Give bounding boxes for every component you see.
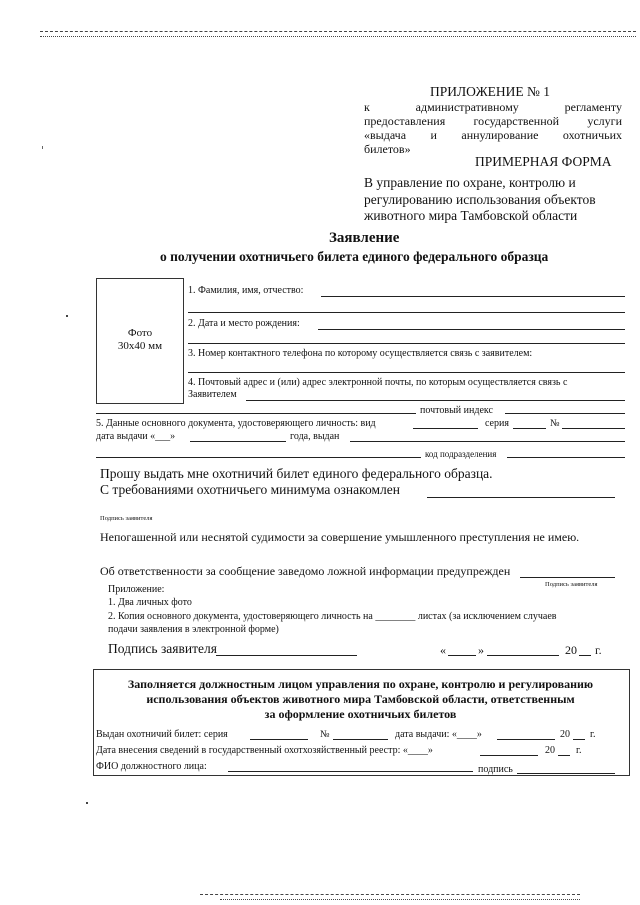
field-phone-input[interactable] <box>188 372 625 373</box>
official-registry-year-input[interactable] <box>558 755 570 756</box>
attachment-item-1: 1. Два личных фото <box>108 597 192 608</box>
division-code-label: код подразделения <box>425 449 497 459</box>
field-birth-input-2[interactable] <box>188 343 625 344</box>
scan-speck <box>86 802 88 804</box>
field-year-issued-label: года, выдан <box>290 431 340 442</box>
sign-date-open: « <box>440 643 446 657</box>
photo-size: 30х40 мм <box>117 340 163 352</box>
official-year-input[interactable] <box>573 739 585 740</box>
field-phone-label: 3. Номер контактного телефона по которому осуществляется связь с заявителем: <box>188 348 533 359</box>
scan-speck <box>66 315 68 317</box>
photo-box <box>96 278 184 404</box>
signature-caption-1: Подпись заявителя <box>100 515 153 522</box>
appendix-ref-line3: «выдача и аннулирование охотничьих <box>364 128 622 142</box>
request-statement: Прошу выдать мне охотничий билет единого федерального образца. <box>100 466 493 481</box>
field-id-doc-type-input[interactable] <box>413 428 478 429</box>
official-issue-month-input[interactable] <box>497 739 555 740</box>
addressee-line2: регулированию использования объектов <box>364 192 596 207</box>
sign-year-input[interactable] <box>579 655 591 656</box>
official-registry-year-prefix: 20 <box>545 745 555 756</box>
addressee-line1: В управление по охране, контролю и <box>364 175 576 190</box>
field-full-name-label: 1. Фамилия, имя, отчество: <box>188 285 304 296</box>
form-type-label: ПРИМЕРНАЯ ФОРМА <box>475 154 612 169</box>
sign-date-month-input[interactable] <box>487 655 559 656</box>
attachment-item-2-line2: подачи заявления в электронной форме) <box>108 624 279 635</box>
appendix-ref-line2: предоставления государственной услуги <box>364 114 622 128</box>
minimum-statement: С требованиями охотничьего минимума ознакомлен <box>100 482 400 497</box>
sign-year-suffix: г. <box>595 643 602 657</box>
field-address-input[interactable] <box>246 400 625 401</box>
official-name-label: ФИО должностного лица: <box>96 761 207 772</box>
applicant-signature-label: Подпись заявителя <box>108 641 217 656</box>
field-issued-by-input[interactable] <box>350 441 625 442</box>
division-code-input[interactable] <box>507 457 625 458</box>
official-issued-label: Выдан охотничий билет: серия <box>96 729 228 740</box>
addressee-line3: животного мира Тамбовской области <box>364 208 578 223</box>
field-id-doc-label: 5. Данные основного документа, удостоверяющего личность: вид <box>96 418 376 429</box>
field-series-label: серия <box>485 418 509 429</box>
document-title: Заявление <box>329 230 400 246</box>
field-full-name-input[interactable] <box>321 296 625 297</box>
field-number-input[interactable] <box>562 428 625 429</box>
official-registry-month-input[interactable] <box>480 755 538 756</box>
scan-bottom-edge-2 <box>220 899 580 900</box>
scan-top-edge-2 <box>40 36 636 37</box>
official-name-input[interactable] <box>228 771 473 772</box>
applicant-signature-input[interactable] <box>216 655 357 656</box>
field-issued-by-input-2[interactable] <box>96 457 421 458</box>
sign-date-close: » <box>478 643 484 657</box>
appendix-title: ПРИЛОЖЕНИЕ № 1 <box>430 84 551 99</box>
photo-label: Фото <box>127 327 153 339</box>
official-number-label: № <box>320 729 330 740</box>
official-issue-date-label: дата выдачи: «____» <box>395 729 482 740</box>
scan-bottom-edge <box>200 894 580 895</box>
signature-caption-2: Подпись заявителя <box>545 581 598 588</box>
field-series-input[interactable] <box>513 428 546 429</box>
field-address-label-1: 4. Почтовый адрес и (или) адрес электронной почты, по которым осуществляется связь с <box>188 377 568 388</box>
sign-year-prefix: 20 <box>565 643 577 657</box>
official-year-suffix: г. <box>590 729 596 740</box>
official-title-line1: Заполняется должностным лицом управления по охране, контролю и регулированию <box>127 677 594 691</box>
postal-index-input[interactable] <box>505 413 625 414</box>
official-title-line3: за оформление охотничьих билетов <box>264 707 457 721</box>
official-title-line2: использования объектов животного мира Тамбовской области, ответственным <box>146 692 575 706</box>
official-number-input[interactable] <box>333 739 388 740</box>
field-address-input-2[interactable] <box>96 413 416 414</box>
postal-index-label: почтовый индекс <box>420 405 493 416</box>
attachments-title: Приложение: <box>108 584 165 595</box>
no-record-statement: Непогашенной или неснятой судимости за совершение умышленного преступления не имею. <box>100 530 580 544</box>
field-address-label-2: Заявителем <box>188 389 237 400</box>
sign-date-day-input[interactable] <box>448 655 476 656</box>
responsibility-statement: Об ответственности за сообщение заведомо ложной информации предупрежден <box>100 564 511 578</box>
official-sign-input[interactable] <box>517 773 615 774</box>
field-number-label: № <box>550 418 560 429</box>
official-registry-year-suffix: г. <box>576 745 582 756</box>
scan-top-edge <box>40 31 636 32</box>
appendix-ref-line4: билетов» <box>364 142 411 156</box>
official-series-input[interactable] <box>250 739 308 740</box>
field-birth-input[interactable] <box>318 329 625 330</box>
attachment-item-2-line1: 2. Копия основного документа, удостоверяющего личность на ________ листах (за исключением случаев <box>108 611 557 622</box>
appendix-ref-line1: к административному регламенту <box>364 100 622 114</box>
scan-speck <box>42 146 43 149</box>
field-full-name-input-2[interactable] <box>188 312 625 313</box>
field-issue-date-label: дата выдачи «___» <box>96 431 176 442</box>
responsibility-signature-input[interactable] <box>520 577 615 578</box>
document-subtitle: о получении охотничьего билета единого федерального образца <box>160 249 549 264</box>
official-year-prefix: 20 <box>560 729 570 740</box>
field-birth-label: 2. Дата и место рождения: <box>188 318 300 329</box>
minimum-signature-input[interactable] <box>427 497 615 498</box>
official-sign-label: подпись <box>478 764 513 775</box>
official-registry-label: Дата внесения сведений в государственный охотхозяйственный реестр: «____» <box>96 745 433 756</box>
field-issue-date-input[interactable] <box>190 441 286 442</box>
